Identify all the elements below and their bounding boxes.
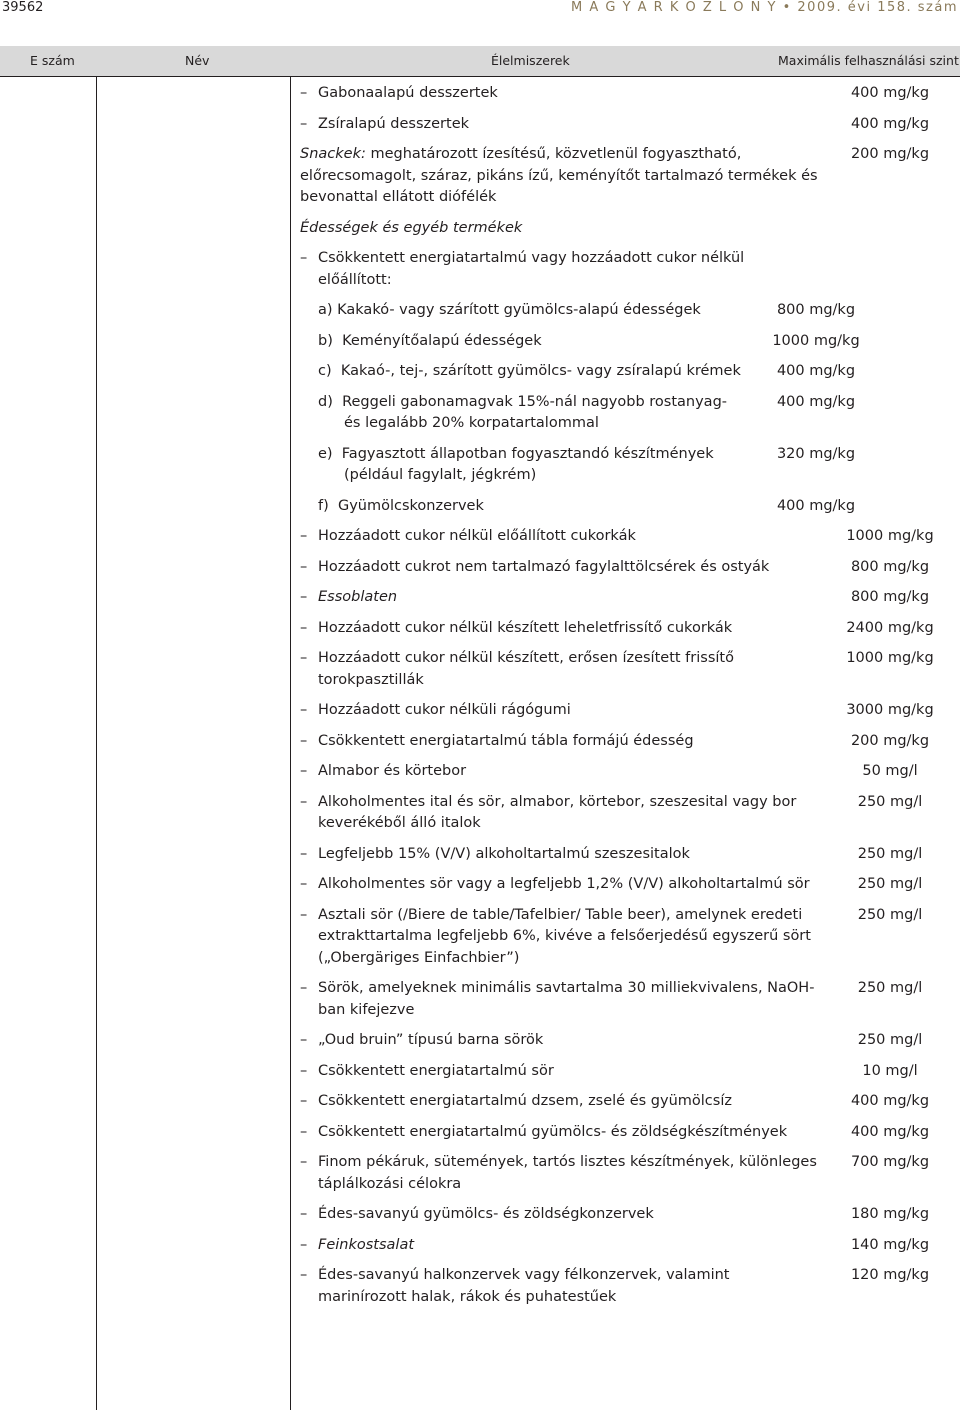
row-max-level: 400 mg/kg [776, 393, 856, 410]
table-top-border [0, 76, 960, 77]
row-max-level: 50 mg/l [862, 763, 918, 779]
row-text: Édes-savanyú gyümölcs- és zöldségkonzervek [318, 1206, 654, 1222]
row-dash: – [300, 1062, 308, 1079]
row-food-text [318, 331, 744, 353]
row-max-level: 400 mg/kg [850, 1123, 930, 1140]
row-dash: – [300, 1267, 308, 1283]
row-max-level [834, 218, 946, 240]
table-row [0, 761, 960, 783]
row-food-text [318, 761, 818, 783]
page-header [0, 0, 960, 22]
row-text: Asztali sör (/Biere de table/Tafelbier/ Table beer), amelynek eredeti extrakttartalma legfeljebb 6%, kivéve a felsőerjedésű egyszerű sört („Obergäriges Einfachbier”) [318, 906, 811, 966]
row-food-text [318, 1030, 818, 1052]
row-text: Finom pékáruk, sütemények, tartós lisztes készítmények, különleges táplálkozási célokra [318, 1154, 817, 1192]
row-max-level: 200 mg/kg [850, 732, 930, 749]
row-dash: – [300, 619, 308, 636]
row-max-level: 250 mg/l [857, 793, 923, 810]
row-text: Csökkentett energiatartalmú gyümölcs- és zöldségkészítmények [318, 1123, 788, 1140]
row-dash: – [300, 980, 308, 996]
row-food-text [318, 731, 818, 753]
table-row [0, 1235, 960, 1257]
row-dash: – [300, 1093, 308, 1109]
row-text: Hozzáadott cukor nélkül készített leheletfrissítő cukorkák [318, 619, 733, 636]
row-text: Almabor és körtebor [318, 763, 467, 779]
table-row [0, 1265, 960, 1308]
row-text: d) Reggeli gabonamagvak 15%-nál nagyobb rostanyag- és legalább 20% korpatartalommal [318, 393, 728, 431]
row-italic-term: Édességek és egyéb termékek [300, 219, 523, 236]
table-row [0, 496, 960, 518]
page-number: 39562 [2, 0, 44, 15]
row-food-text [318, 1152, 818, 1195]
row-food-text [318, 1091, 818, 1113]
table-row [0, 792, 960, 835]
row-max-level: 400 mg/kg [850, 85, 930, 101]
row-text: Zsíralapú desszertek [318, 115, 470, 132]
row-italic-term: Feinkostsalat [318, 1236, 415, 1253]
row-dash: – [300, 876, 308, 892]
table-row [0, 905, 960, 970]
row-max-level [834, 248, 946, 291]
table-row [0, 844, 960, 866]
row-food-text [318, 444, 744, 487]
row-food-text [318, 978, 818, 1021]
row-dash: – [300, 1236, 308, 1253]
table-row [0, 978, 960, 1021]
row-dash: – [300, 1123, 308, 1140]
table-row [0, 587, 960, 609]
publication-title: M A G Y A R K Ö Z L Ö N Y • 2009. évi 158. szám [571, 0, 958, 15]
table-row [0, 1204, 960, 1226]
row-food-text [318, 557, 818, 579]
row-food-text [318, 905, 818, 970]
row-max-level: 120 mg/kg [850, 1267, 930, 1283]
table-row [0, 1030, 960, 1052]
row-dash: – [300, 732, 308, 749]
table-row [0, 392, 960, 435]
row-dash: – [300, 115, 308, 132]
row-food-text [318, 300, 744, 322]
row-food-text [318, 392, 744, 435]
row-max-level: 800 mg/kg [850, 558, 930, 575]
row-text: Édes-savanyú halkonzervek vagy félkonzervek, valamint marinírozott halak, rákok és puhatestűek [318, 1267, 730, 1305]
row-dash: – [300, 845, 308, 862]
row-food-text [318, 526, 818, 548]
table-row [0, 1122, 960, 1144]
row-dash: – [300, 763, 308, 779]
table-row [0, 526, 960, 548]
row-max-level: 1000 mg/kg [846, 650, 934, 666]
row-max-level: 250 mg/l [857, 876, 923, 892]
table-row [0, 618, 960, 640]
row-max-level: 400 mg/kg [850, 115, 930, 132]
row-text: Csökkentett energiatartalmú vagy hozzáadott cukor nélkül előállított: [318, 250, 745, 288]
row-text: Hozzáadott cukor nélkül előállított cukorkák [318, 528, 636, 544]
row-max-level: 800 mg/kg [850, 589, 930, 605]
row-max-level: 180 mg/kg [850, 1206, 930, 1222]
row-text: Hozzáadott cukor nélkül készített, erősen ízesített frissítő torokpasztillák [318, 650, 734, 688]
row-max-level: 700 mg/kg [850, 1154, 930, 1170]
table-row [0, 1152, 960, 1195]
row-food-text [318, 1265, 818, 1308]
row-text: Alkoholmentes sör vagy a legfeljebb 1,2% (V/V) alkoholtartalmú sör [318, 876, 810, 892]
table-row [0, 300, 960, 322]
row-food-text [300, 218, 818, 240]
row-food-text [318, 648, 818, 691]
table-row [0, 557, 960, 579]
row-food-text [318, 792, 818, 835]
row-text: f) Gyümölcskonzervek [318, 497, 484, 514]
row-text: Hozzáadott cukrot nem tartalmazó fagylalttölcsérek és ostyák [318, 558, 770, 575]
row-text: Gabonaalapú desszertek [318, 85, 498, 101]
row-text: Sörök, amelyeknek minimális savtartalma 30 milliekvivalens, NaOH-ban kifejezve [318, 980, 815, 1018]
row-max-level: 3000 mg/kg [846, 702, 934, 718]
row-dash: – [300, 702, 308, 718]
row-max-level: 10 mg/l [862, 1062, 918, 1079]
col-header-max-level: Maximális felhasználási szint [778, 53, 959, 68]
row-max-level: 2400 mg/kg [846, 619, 934, 636]
row-dash: – [300, 1154, 308, 1170]
row-text: Csökkentett energiatartalmú sör [318, 1062, 554, 1079]
row-food-text [318, 700, 818, 722]
row-max-level: 320 mg/kg [776, 445, 856, 462]
row-max-level: 400 mg/kg [850, 1093, 930, 1109]
table-row [0, 700, 960, 722]
table-row [0, 83, 960, 105]
row-text: meghatározott ízesítésű, közvetlenül fogyasztható, előrecsomagolt, száraz, pikáns ízű, keményítőt tartalmazó termékek és bevonattal ellátott diófélék [300, 146, 818, 205]
row-max-level: 800 mg/kg [776, 302, 856, 318]
row-food-text [318, 83, 818, 105]
row-max-level: 200 mg/kg [850, 146, 930, 162]
row-food-text [318, 1122, 818, 1144]
row-max-level: 250 mg/l [857, 845, 923, 862]
row-max-level: 250 mg/l [857, 1032, 923, 1048]
row-dash: – [300, 1206, 308, 1222]
row-food-text [318, 587, 818, 609]
row-text: Legfeljebb 15% (V/V) alkoholtartalmú szeszesitalok [318, 845, 690, 862]
row-text: Csökkentett energiatartalmú tábla formájú édesség [318, 732, 694, 749]
row-food-text [318, 496, 744, 518]
row-text: Csökkentett energiatartalmú dzsem, zselé és gyümölcsíz [318, 1093, 732, 1109]
row-text: b) Keményítőalapú édességek [318, 332, 542, 349]
row-text: e) Fagyasztott állapotban fogyasztandó készítmények (például fagylalt, jégkrém) [318, 445, 714, 483]
table-header [0, 46, 960, 76]
row-text: c) Kakaó-, tej-, szárított gyümölcs- vagy zsíralapú krémek [318, 363, 741, 379]
row-text: Hozzáadott cukor nélküli rágógumi [318, 702, 571, 718]
row-food-text [318, 1061, 818, 1083]
row-food-text [318, 1235, 818, 1257]
row-dash: – [300, 250, 308, 266]
row-dash: – [300, 793, 308, 810]
table-row [0, 731, 960, 753]
row-food-text [318, 874, 818, 896]
table-row [0, 331, 960, 353]
row-max-level: 1000 mg/kg [772, 332, 860, 349]
col-header-e-number: E szám [30, 53, 75, 68]
row-food-text [318, 618, 818, 640]
row-max-level: 400 mg/kg [776, 363, 856, 379]
row-food-text [300, 144, 818, 209]
row-food-text [318, 361, 744, 383]
table-body [0, 83, 960, 1317]
table-row [0, 648, 960, 691]
table-row [0, 1061, 960, 1083]
table-row [0, 361, 960, 383]
table-row [0, 218, 960, 240]
row-max-level: 1000 mg/kg [846, 528, 934, 544]
table-row [0, 874, 960, 896]
row-dash: – [300, 650, 308, 666]
table-row [0, 114, 960, 136]
row-dash: – [300, 528, 308, 544]
row-max-level: 140 mg/kg [850, 1236, 930, 1253]
row-dash: – [300, 85, 308, 101]
row-dash: – [300, 558, 308, 575]
row-max-level: 400 mg/kg [776, 497, 856, 514]
row-max-level: 250 mg/l [857, 906, 923, 923]
col-header-name: Név [185, 53, 210, 68]
row-dash: – [300, 589, 308, 605]
row-food-text [318, 114, 818, 136]
table-row [0, 248, 960, 291]
row-italic-term: Snackek: [300, 146, 366, 162]
row-dash: – [300, 1032, 308, 1048]
row-food-text [318, 248, 818, 291]
row-text: a) Kakakó- vagy szárított gyümölcs-alapú édességek [318, 302, 701, 318]
col-header-foods: Élelmiszerek [491, 53, 570, 68]
row-text: „Oud bruin” típusú barna sörök [318, 1032, 544, 1048]
table-row [0, 1091, 960, 1113]
row-italic-term: Essoblaten [318, 589, 398, 605]
row-dash: – [300, 906, 308, 923]
table-row [0, 444, 960, 487]
table-row [0, 144, 960, 209]
row-max-level: 250 mg/l [857, 980, 923, 996]
row-food-text [318, 844, 818, 866]
row-text: Alkoholmentes ital és sör, almabor, körtebor, szeszesital vagy bor keverékéből álló italok [318, 793, 797, 831]
row-food-text [318, 1204, 818, 1226]
